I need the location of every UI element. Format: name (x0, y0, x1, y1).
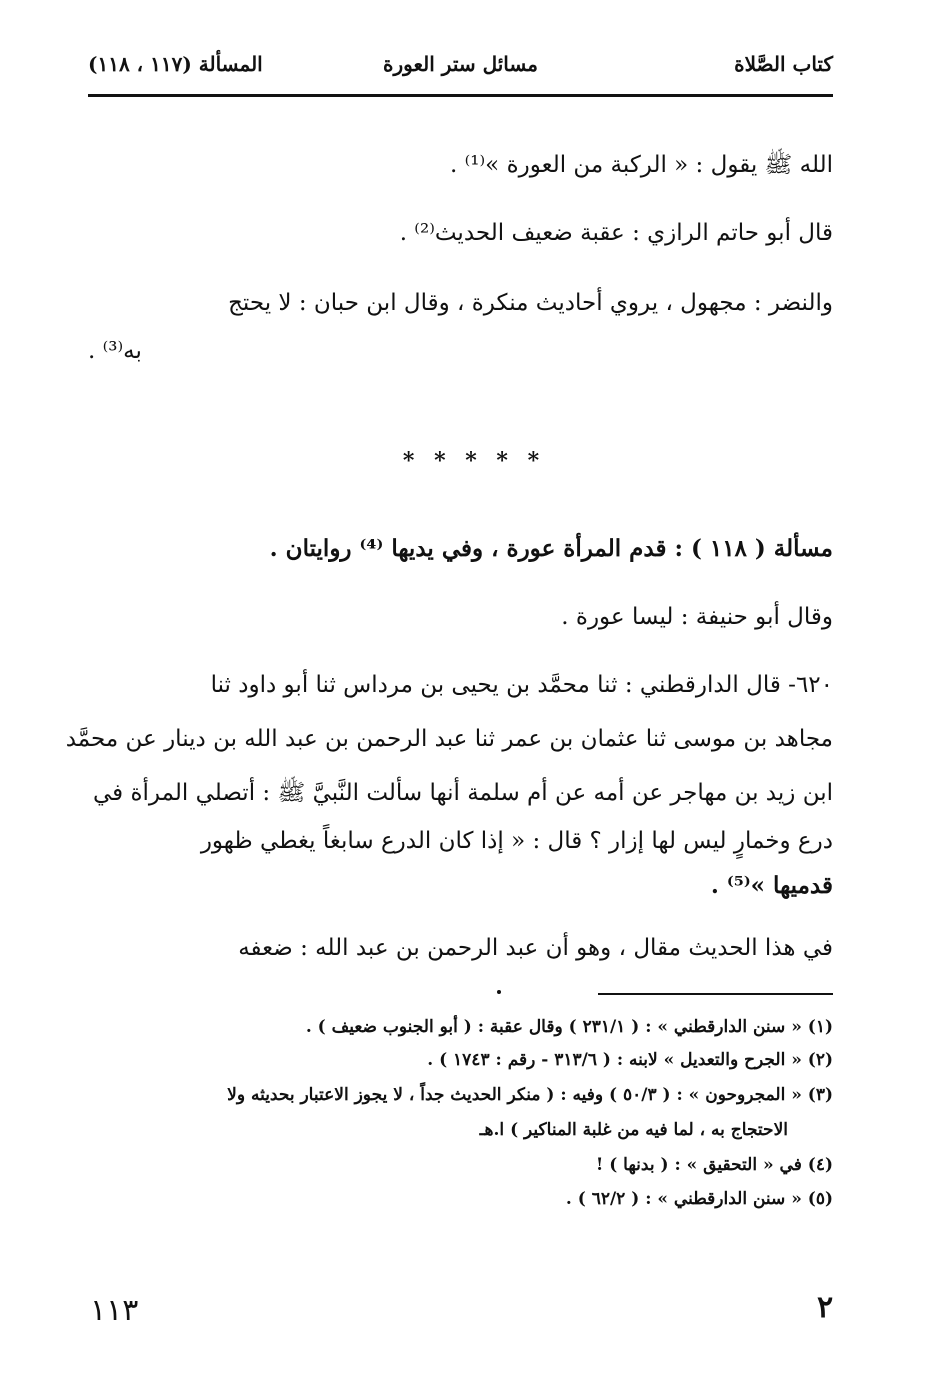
footnote-5: (٥) « سنن الدارقطني » : ( ٦٢/٢ ) . (565, 1189, 833, 1209)
body-line-4: به⁽³⁾ . (88, 338, 142, 364)
hadith-line-2: مجاهد بن موسى ثنا عثمان بن عمر ثنا عبد الرحمن بن عبد الله بن دينار عن محمَّد (65, 726, 833, 752)
section-separator: * * * * * (402, 448, 546, 474)
print-dot (497, 990, 501, 994)
footnote-4: (٤) في « التحقيق » : ( بدنها ) ! (595, 1155, 833, 1175)
body-line-12: في هذا الحديث مقال ، وهو أن عبد الرحمن بن عبد الله : ضعفه (238, 935, 833, 961)
hadith-line-1: ٦٢٠- قال الدارقطني : ثنا محمَّد بن يحيى بن مرداس ثنا أبو داود ثنا (210, 672, 833, 698)
body-line-3: والنضر : مجهول ، يروي أحاديث منكرة ، وقال ابن حبان : لا يحتج (228, 290, 833, 316)
footnote-1: (١) « سنن الدارقطني » : ( ٢٣١/١ ) وقال عقبة : ( أبو الجنوب ضعيف ) . (305, 1017, 833, 1037)
page-number: ١١٣ (90, 1293, 139, 1328)
body-line-6: وقال أبو حنيفة : ليسا عورة . (561, 604, 833, 630)
hadith-line-3: ابن زيد بن مهاجر عن أمه عن أم سلمة أنها سألت النَّبيَّ ﷺ : أتصلي المرأة في (92, 780, 833, 806)
hadith-line-5: قدميها »⁽⁵⁾ . (710, 872, 833, 899)
header-issue-range: المسألة (١١٧ ، ١١٨) (88, 52, 263, 76)
footnote-2: (٢) « الجرح والتعديل » لابنه : ( ٣١٣/٦ - رقم : ١٧٤٣ ) . (427, 1050, 833, 1070)
footnote-rule (598, 993, 833, 995)
issue-heading: مسألة ( ١١٨ ) : قدم المرأة عورة ، وفي يديها ⁽⁴⁾ روايتان . (269, 535, 833, 562)
header-rule (88, 94, 833, 97)
body-line-2: قال أبو حاتم الرازي : عقبة ضعيف الحديث⁽²⁾ . (399, 220, 833, 246)
footnote-3-cont: الاحتجاج به ، لما فيه من غلبة المناكير ) ا.هـ (479, 1120, 788, 1140)
header-book-title: كتاب الصَّلاة (734, 52, 833, 76)
hadith-line-4: درع وخمارٍ ليس لها إزار ؟ قال : « إذا كان الدرع سابغاً يغطي ظهور (200, 828, 833, 854)
body-line-1: الله ﷺ يقول : « الركبة من العورة »⁽¹⁾ . (450, 152, 833, 178)
signature-mark: ٢ (817, 1290, 834, 1325)
running-header (88, 52, 833, 88)
header-chapter-title: مسائل ستر العورة (383, 52, 538, 76)
footnote-3: (٣) « المجروحون » : ( ٥٠/٣ ) وفيه : ( منكر الحديث جداً ، لا يجوز الاعتبار بحديثه ولا (227, 1085, 833, 1105)
